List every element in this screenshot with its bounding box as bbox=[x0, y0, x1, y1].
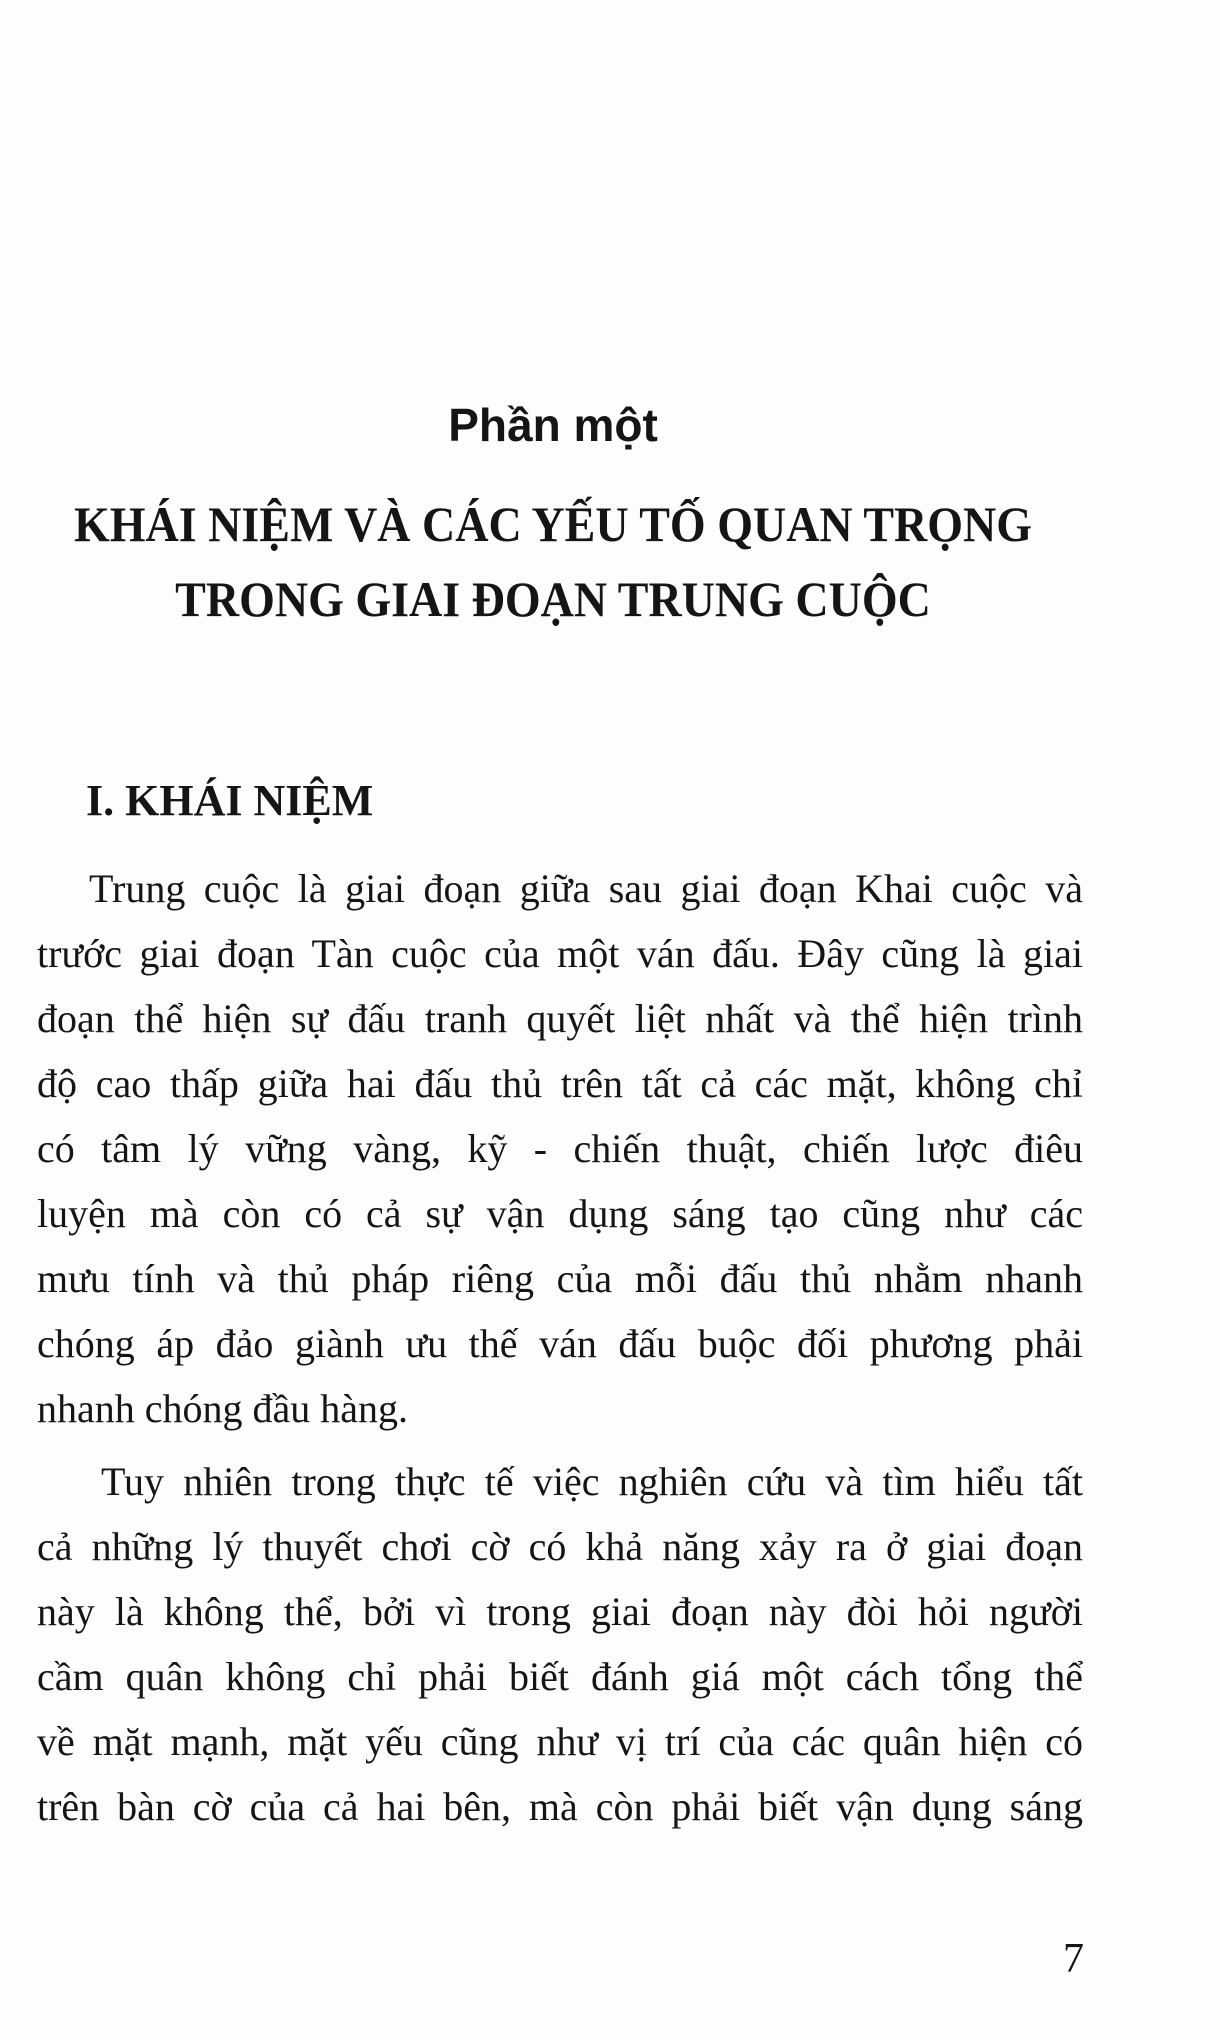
text-line: độ cao thấp giữa hai đấu thủ trên tất cả các mặt, không chỉ bbox=[37, 1061, 1083, 1106]
text-line: này là không thể, bởi vì trong giai đoạn này đòi hỏi người bbox=[37, 1589, 1083, 1634]
chapter-title-line-2: TRONG GIAI ĐOẠN TRUNG CUỘC bbox=[175, 571, 931, 627]
text-line: nhanh chóng đầu hàng. bbox=[37, 1386, 409, 1431]
section-heading: I. KHÁI NIỆM bbox=[86, 776, 374, 825]
text-line: Tuy nhiên trong thực tế việc nghiên cứu và tìm hiểu tất bbox=[101, 1459, 1083, 1504]
paragraph-gap bbox=[37, 1441, 1083, 1449]
chapter-title-line-1: KHÁI NIỆM VÀ CÁC YẾU TỐ QUAN TRỌNG bbox=[73, 496, 1033, 552]
text-line: Trung cuộc là giai đoạn giữa sau giai đoạn Khai cuộc và bbox=[89, 866, 1083, 911]
text-line: mưu tính và thủ pháp riêng của mỗi đấu thủ nhằm nhanh bbox=[37, 1256, 1083, 1301]
paragraph-2 bbox=[37, 1449, 1083, 1839]
text-line: chóng áp đảo giành ưu thế ván đấu buộc đối phương phải bbox=[37, 1321, 1083, 1366]
text-line: có tâm lý vững vàng, kỹ - chiến thuật, chiến lược điêu bbox=[37, 1126, 1083, 1171]
body-text bbox=[37, 856, 1083, 1839]
text-line: cả những lý thuyết chơi cờ có khả năng xảy ra ở giai đoạn bbox=[37, 1524, 1083, 1569]
text-line: luyện mà còn có cả sự vận dụng sáng tạo cũng như các bbox=[37, 1191, 1083, 1236]
text-line: đoạn thể hiện sự đấu tranh quyết liệt nhất và thể hiện trình bbox=[37, 996, 1083, 1041]
text-line: về mặt mạnh, mặt yếu cũng như vị trí của các quân hiện có bbox=[37, 1719, 1083, 1764]
text-line: trên bàn cờ của cả hai bên, mà còn phải biết vận dụng sáng bbox=[37, 1784, 1083, 1829]
page-number: 7 bbox=[1063, 1936, 1084, 1982]
part-title: Phần một bbox=[448, 399, 658, 451]
paragraph-1 bbox=[37, 856, 1083, 1441]
text-line: trước giai đoạn Tàn cuộc của một ván đấu. Đây cũng là giai bbox=[37, 931, 1083, 976]
text-line: cầm quân không chỉ phải biết đánh giá một cách tổng thể bbox=[37, 1654, 1083, 1699]
